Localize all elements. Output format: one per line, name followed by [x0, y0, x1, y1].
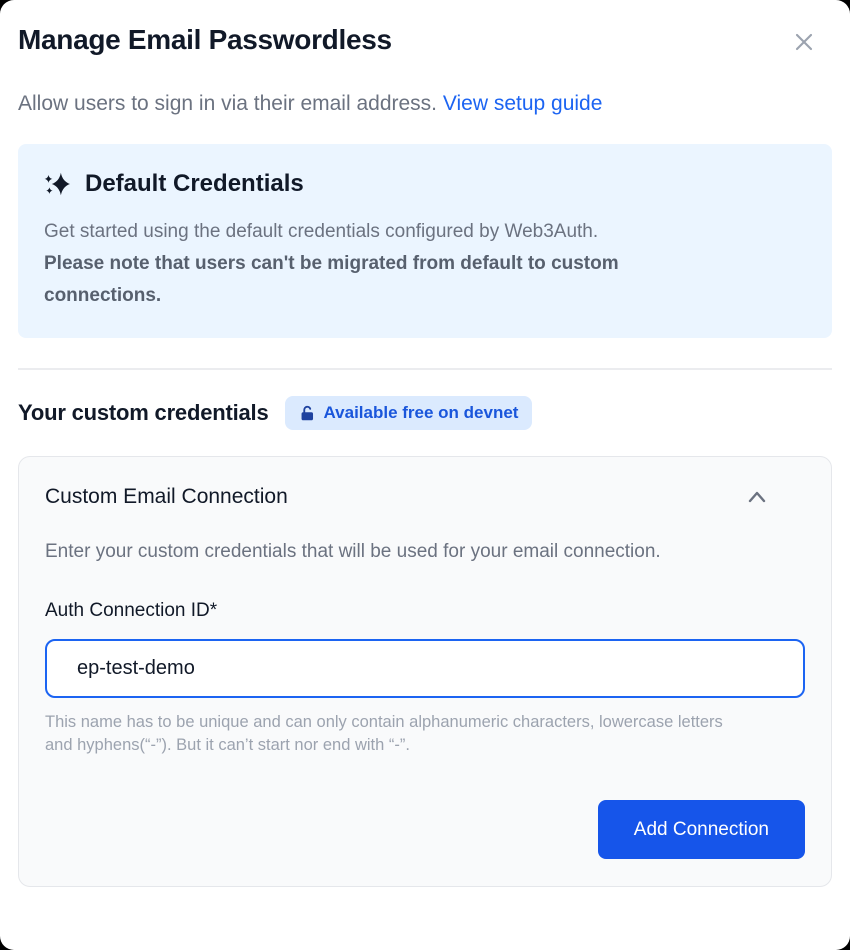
connection-card-header[interactable]	[45, 485, 805, 509]
chevron-up-icon	[745, 494, 769, 509]
collapse-button[interactable]	[743, 486, 771, 508]
auth-connection-id-input[interactable]	[45, 639, 805, 698]
connection-card-title: Custom Email Connection	[45, 485, 288, 508]
connection-card-description: Enter your custom credentials that will be used for your email connection.	[45, 541, 661, 562]
sparkles-icon	[44, 171, 71, 198]
default-credentials-title: Default Credentials	[85, 170, 304, 197]
devnet-badge-label: Available free on devnet	[323, 403, 519, 422]
default-credentials-header	[44, 170, 806, 198]
add-connection-button[interactable]: Add Connection	[598, 800, 805, 859]
close-button[interactable]	[788, 26, 820, 58]
card-actions	[45, 800, 805, 859]
default-credentials-note: Please note that users can't be migrated from default to custom connections.	[44, 253, 619, 306]
default-credentials-box	[18, 144, 832, 338]
view-setup-guide-link[interactable]: View setup guide	[442, 92, 603, 115]
page-title: Manage Email Passwordless	[18, 24, 392, 55]
auth-connection-id-helper: This name has to be unique and can only contain alphanumeric characters, lowercase letters and hyphens(“-”). But it can’t start nor end with “-”.	[45, 713, 723, 754]
custom-email-connection-card	[18, 456, 832, 887]
subtitle-text: Allow users to sign in via their email address.	[18, 92, 443, 115]
lock-icon	[299, 405, 316, 422]
x-icon	[790, 44, 818, 59]
modal-subtitle	[18, 92, 832, 116]
default-credentials-description: Get started using the default credentials configured by Web3Auth.	[44, 221, 599, 242]
auth-connection-id-label: Auth Connection ID*	[45, 600, 218, 621]
devnet-badge	[285, 396, 533, 430]
modal-header	[18, 0, 832, 58]
section-divider	[18, 368, 832, 370]
custom-credentials-section	[18, 396, 832, 430]
custom-credentials-heading: Your custom credentials	[18, 400, 269, 425]
